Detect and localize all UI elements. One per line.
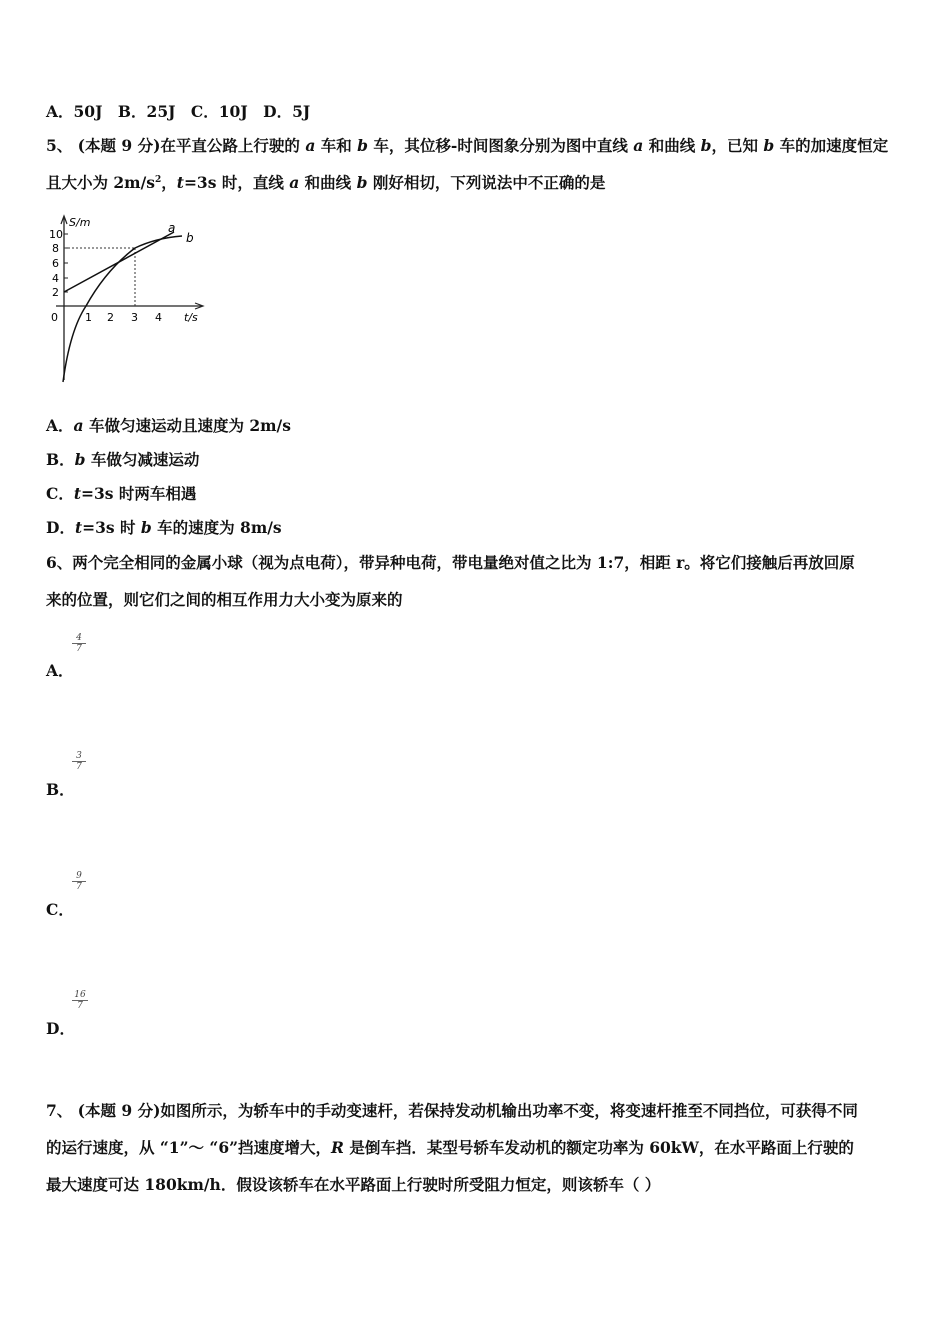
label-a: a <box>168 221 176 235</box>
y-tick-label: 2 <box>52 286 59 299</box>
y-tick-label: 8 <box>52 242 59 255</box>
q5-option-d: D．t=3s 时 b 车的速度为 8m/s <box>46 518 282 537</box>
q7-stem-line3: 最大速度可达 180km/h．假设该轿车在水平路面上行驶时所受阻力恒定，则该轿车（ ） <box>46 1175 661 1194</box>
q6-stem-line2: 来的位置，则它们之间的相互作用力大小变为原来的 <box>46 590 403 609</box>
y-tick-label: 6 <box>52 257 59 270</box>
q7-stem-line2: 的运行速度，从 “1”～ “6”挡速度增大，R 是倒车挡．某型号轿车发动机的额定功率为 60kW，在水平路面上行驶的 <box>46 1138 854 1157</box>
q6-stem-line1: 6、两个完全相同的金属小球（视为点电荷），带异种电荷，带电量绝对值之比为 1:7，相距 r。将它们接触后再放回原 <box>46 553 855 572</box>
y-tick-label: 4 <box>52 272 59 285</box>
q5-stem-line1: 5、 (本题 9 分)在平直公路上行驶的 a 车和 b 车，其位移-时间图象分别为图中直线 a 和曲线 b，已知 b 车的加速度恒定 <box>46 136 889 155</box>
q5-stem-line2: 且大小为 $2m/s^2$，t=3s 时，直线 a 和曲线 b 刚好相切，下列说法中不正确的是 <box>46 173 606 192</box>
x-tick-label: 2 <box>107 311 114 324</box>
x-tick-label: 1 <box>85 311 92 324</box>
q5-option-b: B．b 车做匀减速运动 <box>46 450 200 469</box>
q6-option-a-fraction: $\frac{4}{7}$ <box>72 633 86 654</box>
q6-option-d-fraction: $\frac{16}{7}$ <box>72 990 88 1011</box>
label-b: b <box>186 231 194 245</box>
q4-options-line: A．50J B．25J C．10J D．5J <box>46 102 311 121</box>
q6-option-b-fraction: $\frac{3}{7}$ <box>72 751 86 772</box>
x-tick-label: 4 <box>155 311 162 324</box>
x-axis-label: t/s <box>184 311 198 324</box>
q6-option-a-label: A． <box>46 661 74 680</box>
x-tick-label: 3 <box>131 311 138 324</box>
q6-option-c-fraction: $\frac{9}{7}$ <box>72 871 86 892</box>
q6-option-b-label: B． <box>46 780 75 799</box>
q6-option-c-label: C． <box>46 900 74 919</box>
q6-option-d-label: D． <box>46 1019 75 1038</box>
y-axis-label: S/m <box>69 216 91 229</box>
q5-st-graph <box>44 210 214 390</box>
q5-option-a: A．a 车做匀速运动且速度为 2m/s <box>46 416 291 435</box>
q7-stem-line1: 7、 (本题 9 分)如图所示，为轿车中的手动变速杆，若保持发动机输出功率不变，将变速杆推至不同挡位，可获得不同 <box>46 1101 858 1120</box>
y-tick-label: 10 <box>49 228 63 241</box>
curve-b <box>63 236 182 382</box>
origin-label: 0 <box>51 311 58 324</box>
q5-option-c: C．t=3s 时两车相遇 <box>46 484 197 503</box>
